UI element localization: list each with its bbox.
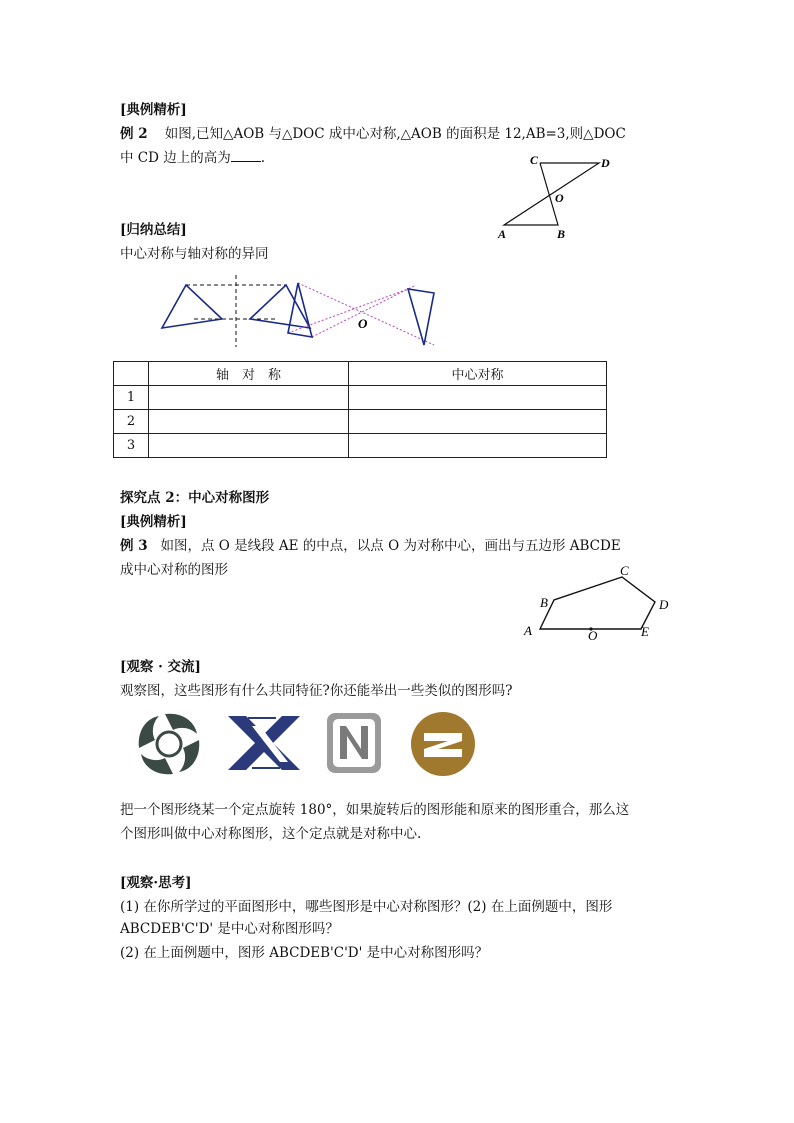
table-header-axis: 轴 对 称 [149, 362, 349, 386]
heading-example-2: [典例精析] [120, 514, 187, 530]
swirl-logo-icon [136, 711, 202, 777]
example2-line1 [120, 123, 626, 145]
triangle-lines [504, 163, 599, 225]
n-logo-icon [325, 711, 383, 775]
heading-example-1: [典例精析] [120, 102, 187, 118]
label-A: A [498, 227, 507, 241]
table-header-empty [114, 362, 149, 386]
table-row [114, 434, 607, 458]
pentagon-abcde [540, 577, 655, 629]
pentagon-label-C: C [620, 563, 629, 578]
axis-cell[interactable] [149, 410, 349, 434]
center-cell[interactable] [349, 434, 607, 458]
center-cell[interactable] [349, 386, 607, 410]
label-D: D [601, 156, 610, 170]
example3-line2: 成中心对称的图形 [120, 562, 228, 578]
x-logo-icon [226, 714, 302, 772]
example3-text: 如图，点 O 是线段 AE 的中点，以点 O 为对称中心，画出与五边形 ABCDE [160, 538, 621, 554]
pentagon-label-B: B [540, 595, 548, 610]
example2-label: 例 2 [120, 126, 148, 142]
definition-line1: 把一个图形绕某一个定点旋转 180°，如果旋转后的图形能和原来的图形重合，那么这 [120, 802, 630, 818]
think-q1-line1: (1) 在你所学过的平面图形中，哪些图形是中心对称图形？(2) 在上面例题中，图形 [120, 899, 613, 915]
example3-label: 例 3 [120, 538, 148, 554]
z-logo-icon [410, 711, 476, 777]
summary-intro: 中心对称与轴对称的异同 [120, 246, 269, 262]
pentagon-label-D: D [659, 597, 669, 612]
pentagon-label-A: A [524, 623, 532, 638]
label-C: C [530, 153, 539, 167]
example2-figure [490, 150, 620, 242]
central-symmetry-figure [288, 283, 434, 345]
axis-cell[interactable] [149, 386, 349, 410]
table-header-row [114, 362, 607, 386]
observe-question: 观察图，这些图形有什么共同特征?你还能举出一些类似的图形吗? [120, 683, 513, 699]
axial-symmetry-figure [162, 275, 310, 347]
comparison-table [113, 361, 607, 458]
example2-line2: 中 CD 边上的高为 . [120, 147, 265, 169]
example2-line2-prefix: 中 CD 边上的高为 [120, 150, 231, 166]
row-number: 1 [114, 386, 149, 410]
table-header-center: 中心对称 [349, 362, 607, 386]
row-number: 3 [114, 434, 149, 458]
center-label-O: O [358, 316, 368, 331]
heading-observe: [观察 · 交流] [120, 659, 201, 675]
heading-summary: [归纳总结] [120, 222, 187, 238]
pentagon-figure [518, 560, 678, 646]
think-q1-line2: ABCDEB'C'D' 是中心对称图形吗？ [120, 921, 339, 937]
example2-text: 如图,已知△AOB 与△DOC 成中心对称,△AOB 的面积是 12,AB=3,则△DOC [164, 126, 626, 142]
symmetry-comparison-figure [150, 275, 450, 355]
axis-cell[interactable] [149, 434, 349, 458]
label-B: B [557, 227, 566, 241]
center-cell[interactable] [349, 410, 607, 434]
example3-line1 [120, 535, 621, 557]
answer-blank [231, 147, 261, 162]
heading-think: [观察·思考] [120, 875, 192, 891]
explore2-title: 探究点 2：中心对称图形 [120, 490, 270, 506]
label-O: O [555, 191, 564, 205]
pentagon-label-O: O [588, 628, 598, 643]
think-q2: (2) 在上面例题中，图形 ABCDEB'C'D' 是中心对称图形吗？ [120, 945, 489, 961]
row-number: 2 [114, 410, 149, 434]
pentagon-label-E: E [641, 624, 649, 639]
definition-line2: 个图形叫做中心对称图形，这个定点就是对称中心. [120, 826, 422, 842]
table-row [114, 386, 607, 410]
table-row [114, 410, 607, 434]
